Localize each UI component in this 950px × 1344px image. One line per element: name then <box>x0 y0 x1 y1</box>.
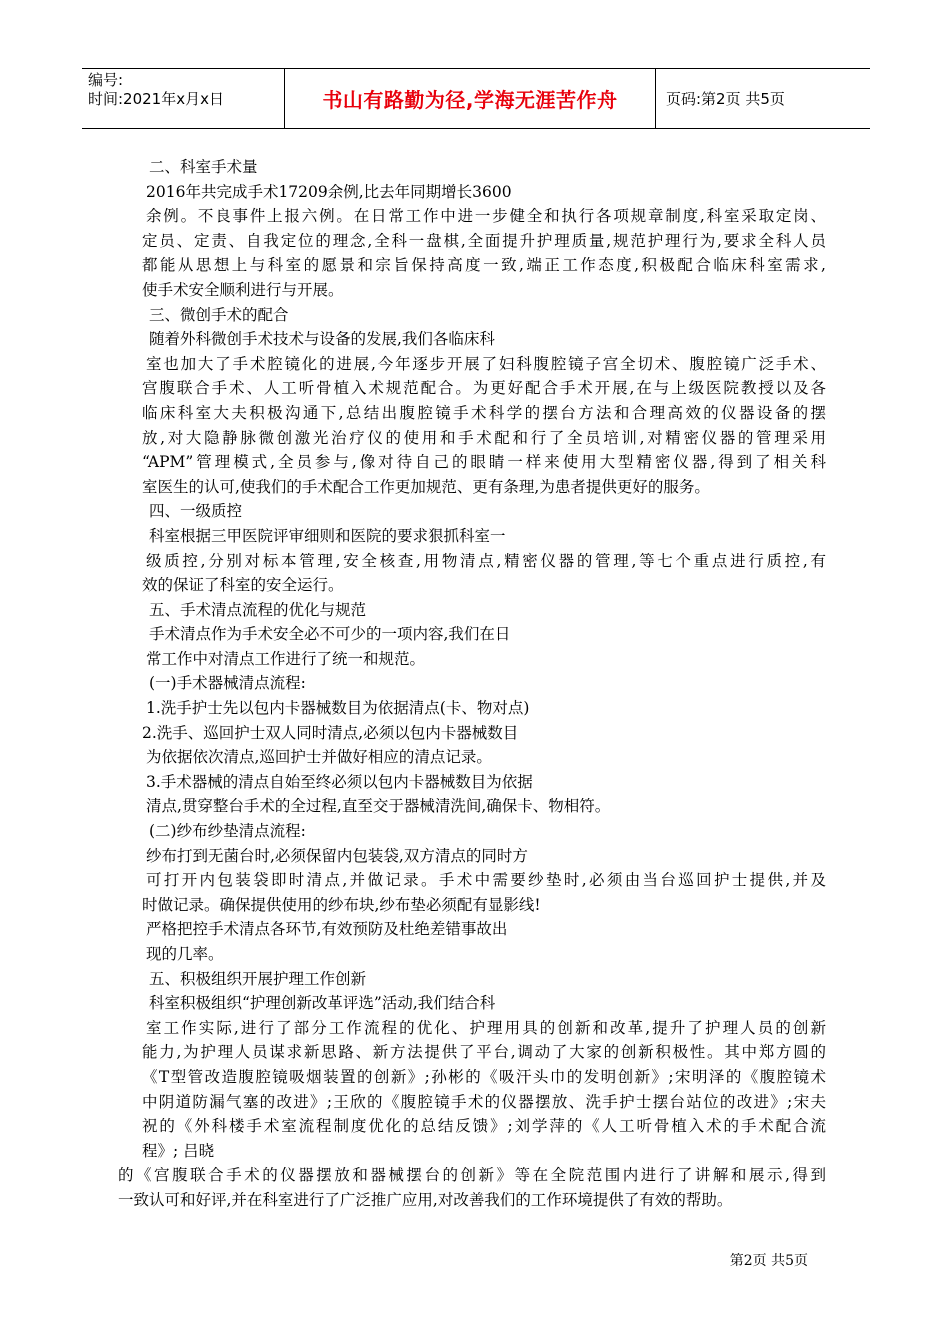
paragraph-line: 常工作中对清点工作进行了统一和规范。 <box>146 649 426 668</box>
subsection-heading: (一)手术器械清点流程: <box>149 674 306 693</box>
paragraph-line: 宫腹联合手术、人工听骨植入术规范配合。为更好配合手术开展,在与上级医院教授以及各 <box>142 379 826 398</box>
paragraph-line: 科室积极组织“护理创新改革评选”活动,我们结合科 <box>149 994 496 1013</box>
header-page-label: 页码:第2页 共5页 <box>666 90 785 108</box>
paragraph-line: 使手术安全顺利进行与开展。 <box>142 280 344 299</box>
paragraph-line: 纱布打到无菌台时,必须保留内包装袋,双方清点的同时方 <box>146 846 528 865</box>
paragraph-line: 放,对大隐静脉微创激光治疗仪的使用和手术配和行了全员培训,对精密仪器的管理采用 <box>142 428 826 447</box>
paragraph-line: 效的保证了科室的安全运行。 <box>142 576 344 595</box>
paragraph-line: 室工作实际,进行了部分工作流程的优化、护理用具的创新和改革,提升了护理人员的创新 <box>146 1018 826 1037</box>
paragraph-line: 手术清点作为手术安全必不可少的一项内容,我们在日 <box>149 625 511 644</box>
section-heading: 四、一级质控 <box>149 502 243 521</box>
paragraph-line: 定员、定责、自我定位的理念,全科一盘棋,全面提升护理质量,规范护理行为,要求全科人员 <box>142 231 826 250</box>
section-heading: 五、积极组织开展护理工作创新 <box>149 969 367 988</box>
paragraph-line: 现的几率。 <box>146 945 224 963</box>
paragraph-line: 时做记录。确保提供使用的纱布块,纱布垫必须配有显影线! <box>142 895 541 914</box>
paragraph-line: 室医生的认可,使我们的手术配合工作更加规范、更有条理,为患者提供更好的服务。 <box>142 477 710 496</box>
header-meta <box>82 69 284 128</box>
document-time-label: 时间:2021年x月x日 <box>88 90 224 108</box>
paragraph-line: 《T型管改造腹腔镜吸烟装置的创新》;孙彬的《吸汗头巾的发明创新》;宋明泽的《腹腔镜术 <box>142 1067 826 1086</box>
paragraph-line: 科室根据三甲医院评审细则和医院的要求狠抓科室一 <box>149 526 506 545</box>
paragraph-line: 的《宫腹联合手术的仪器摆放和器械摆台的创新》等在全院范围内进行了讲解和展示,得到 <box>118 1166 826 1185</box>
page-header <box>82 68 870 129</box>
paragraph-line: 能力,为护理人员谋求新思路、新方法提供了平台,调动了大家的创新积极性。其中郑方圆的 <box>142 1043 826 1062</box>
paragraph-line: 中阴道防漏气塞的改进》;王欣的《腹腔镜手术的仪器摆放、洗手护士摆台站位的改进》;宋夫 <box>142 1092 826 1111</box>
document-number-label: 编号: <box>88 71 124 89</box>
section-heading: 三、微创手术的配合 <box>149 305 289 324</box>
section-heading: 二、科室手术量 <box>149 158 258 176</box>
paragraph-line: 清点,贯穿整台手术的全过程,直至交于器械清洗间,确保卡、物相符。 <box>146 797 611 816</box>
list-item: 3.手术器械的清点自始至终必须以包内卡器械数目为依据 <box>146 772 533 791</box>
header-motto: 书山有路勤为径,学海无涯苦作舟 <box>284 69 656 128</box>
paragraph-line: 可打开内包装袋即时清点,并做记录。手术中需要纱垫时,必须由当台巡回护士提供,并及 <box>146 871 826 890</box>
subsection-heading: (二)纱布纱垫清点流程: <box>149 822 306 841</box>
list-item: 1.洗手护士先以包内卡器械数目为依据清点(卡、物对点) <box>146 699 530 718</box>
paragraph-line: 都能从思想上与科室的愿景和宗旨保持高度一致,端正工作态度,积极配合临床科室需求, <box>142 256 826 275</box>
paragraph-line: 临床科室大夫积极沟通下,总结出腹腔镜手术科学的摆台方法和合理高效的仪器设备的摆 <box>142 403 826 422</box>
paragraph-line: 室也加大了手术腔镜化的进展,今年逐步开展了妇科腹腔镜子宫全切术、腹腔镜广泛手术、 <box>146 354 826 373</box>
list-item: 2.洗手、巡回护士双人同时清点,必须以包内卡器械数目 <box>142 723 519 742</box>
page-footer: 第2页 共5页 <box>729 1253 808 1269</box>
paragraph-line: 为依据依次清点,巡回护士并做好相应的清点记录。 <box>146 748 492 767</box>
paragraph-line: 随着外科微创手术技术与设备的发展,我们各临床科 <box>149 330 495 349</box>
paragraph-line: 余例。不良事件上报六例。在日常工作中进一步健全和执行各项规章制度,科室采取定岗、 <box>146 207 826 226</box>
document-body <box>118 155 826 1213</box>
paragraph-line: 程》; 吕晓 <box>142 1141 215 1160</box>
paragraph-line: 祝的《外科楼手术室流程制度优化的总结反馈》;刘学萍的《人工听骨植入术的手术配合流 <box>142 1117 826 1136</box>
paragraph-line: “APM”管理模式,全员参与,像对待自己的眼睛一样来使用大型精密仪器,得到了相关科 <box>142 453 826 472</box>
paragraph-line: 2016年共完成手术17209余例,比去年同期增长3600 <box>146 182 512 201</box>
paragraph-line: 严格把控手术清点各环节,有效预防及杜绝差错事故出 <box>146 920 508 939</box>
section-heading: 五、手术清点流程的优化与规范 <box>149 600 367 619</box>
paragraph-line: 级质控,分别对标本管理,安全核查,用物清点,精密仪器的管理,等七个重点进行质控,有 <box>146 551 826 570</box>
paragraph-line: 一致认可和好评,并在科室进行了广泛推广应用,对改善我们的工作环境提供了有效的帮助。 <box>118 1190 733 1209</box>
